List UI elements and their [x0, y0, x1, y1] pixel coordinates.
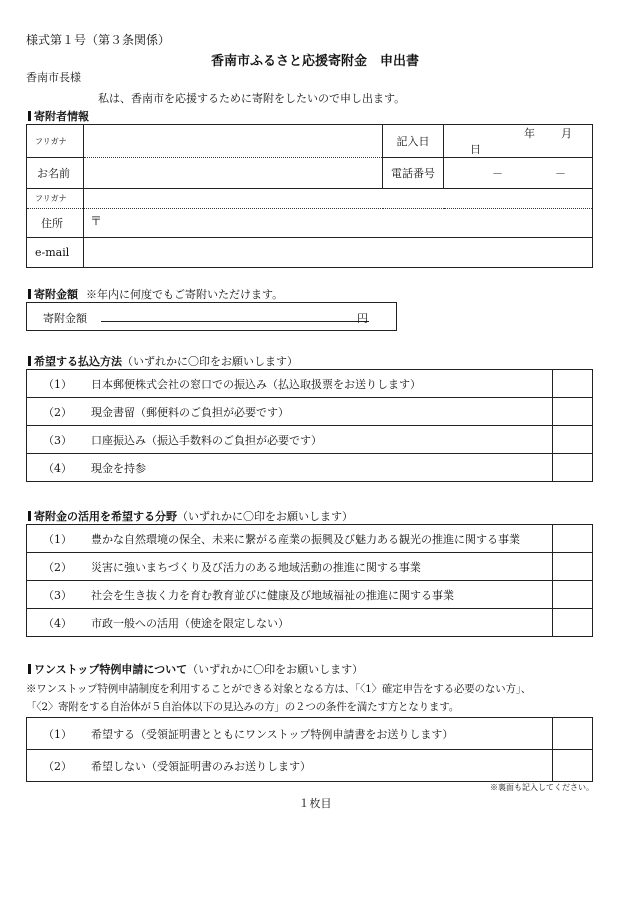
payment-heading: [28, 353, 298, 369]
selection-cell[interactable]: [553, 609, 593, 637]
section-marker: [28, 356, 31, 366]
option-text: 希望しない（受領証明書のみお送りします）: [91, 759, 311, 773]
option-text: 市政一般への活用（使途を限定しない）: [91, 616, 289, 630]
selection-cell[interactable]: [553, 581, 593, 609]
option-text: 豊かな自然環境の保全、未来に繋がる産業の振興及び魅力ある観光の推進に関する事業: [91, 532, 520, 546]
usage-heading-label: 寄附金の活用を希望する分野: [34, 510, 177, 523]
onestop-description-2: 「〈2〉寄附をする自治体が５自治体以下の見込みの方」の２つの条件を満たす方となります。: [26, 701, 459, 713]
phone-field[interactable]: [444, 158, 593, 189]
usage-options-table: [26, 524, 593, 637]
back-side-note: ※裏面も記入してください。: [490, 783, 594, 792]
option-number: （2）: [43, 560, 72, 574]
amount-note: ※年内に何度でもご寄附いただけます。: [86, 288, 284, 301]
option-text: 現金を持参: [91, 461, 146, 475]
phone-label: 電話番号: [383, 158, 444, 189]
onestop-note: （いずれかに〇印をお願いします）: [187, 663, 364, 676]
option-number: （4）: [43, 616, 72, 630]
selection-cell[interactable]: [553, 525, 593, 553]
furigana-address-field[interactable]: [84, 189, 593, 209]
name-label: お名前: [27, 158, 84, 189]
option-text: 現金書留（郵便料のご負担が必要です）: [91, 405, 289, 419]
furigana-name-field[interactable]: [84, 125, 383, 158]
option-text: 口座振込み（振込手数料のご負担が必要です）: [91, 433, 322, 447]
selection-cell[interactable]: [553, 718, 593, 750]
usage-option: [27, 553, 553, 581]
usage-option: [27, 609, 553, 637]
onestop-heading: [28, 661, 363, 677]
usage-option: [27, 581, 553, 609]
option-number: （3）: [43, 433, 72, 447]
amount-input-line[interactable]: [101, 321, 369, 322]
section-marker: [28, 664, 31, 674]
payment-option: [27, 398, 553, 426]
option-number: （1）: [43, 727, 72, 741]
year-label: 年: [524, 127, 535, 140]
furigana-label: フリガナ: [27, 189, 84, 209]
donor-info-table: [26, 124, 593, 268]
selection-cell[interactable]: [553, 553, 593, 581]
amount-heading: [28, 286, 283, 302]
option-number: （2）: [43, 405, 72, 419]
section-marker: [28, 289, 31, 299]
onestop-option: [27, 718, 553, 750]
form-number: 様式第１号（第３条関係）: [26, 33, 171, 47]
payment-options-table: [26, 369, 593, 482]
section-marker: [28, 511, 31, 521]
option-text: 日本郵便株式会社の窓口での振込み（払込取扱票をお送りします）: [91, 377, 421, 391]
selection-cell[interactable]: [553, 750, 593, 782]
email-field[interactable]: [84, 238, 593, 268]
payment-note: （いずれかに〇印をお願いします）: [122, 355, 298, 368]
option-text: 社会を生き抜く力を育む教育並びに健康及び地域福祉の推進に関する事業: [91, 588, 454, 602]
selection-cell[interactable]: [553, 426, 593, 454]
onestop-option: [27, 750, 553, 782]
option-text: 希望する（受領証明書とともにワンストップ特例申請書をお送りします）: [91, 727, 454, 741]
addressee: 香南市長様: [26, 71, 81, 84]
onestop-description-1: ※ワンストップ特例申請制度を利用することができる対象となる方は、「〈1〉確定申告をする必要のない方」、: [26, 683, 532, 695]
phone-separator: －: [492, 167, 503, 180]
amount-unit: 円: [357, 312, 368, 325]
month-label: 月: [561, 127, 572, 140]
email-label: e-mail: [27, 238, 84, 268]
option-number: （1）: [43, 532, 72, 546]
onestop-heading-label: ワンストップ特例申請について: [34, 663, 188, 676]
name-field[interactable]: [84, 158, 383, 189]
option-number: （2）: [43, 759, 72, 773]
payment-heading-label: 希望する払込方法: [34, 355, 122, 368]
phone-separator: －: [555, 167, 566, 180]
section-marker: [28, 111, 31, 121]
amount-heading-label: 寄附金額: [34, 288, 78, 301]
page-title: 香南市ふるさと応援寄附金 申出書: [210, 54, 419, 69]
option-text: 災害に強いまちづくり及び活力のある地域活動の推進に関する事業: [91, 560, 421, 574]
day-label: 日: [470, 143, 481, 156]
entry-date-label: 記入日: [383, 125, 444, 158]
page-label: １枚目: [298, 797, 332, 810]
intro-text: 私は、香南市を応援するために寄附をしたいので申し出ます。: [98, 92, 406, 105]
option-number: （3）: [43, 588, 72, 602]
address-label: 住所: [27, 209, 84, 238]
payment-option: [27, 454, 553, 482]
payment-option: [27, 370, 553, 398]
selection-cell[interactable]: [553, 454, 593, 482]
usage-option: [27, 525, 553, 553]
usage-note: （いずれかに〇印をお願いします）: [177, 510, 353, 523]
usage-heading: [28, 508, 353, 524]
onestop-options-table: [26, 717, 593, 782]
address-field[interactable]: [84, 209, 593, 238]
option-number: （4）: [43, 461, 72, 475]
donor-heading: [28, 108, 89, 124]
entry-date-field[interactable]: [444, 125, 593, 158]
furigana-label: フリガナ: [27, 125, 84, 158]
donor-heading-label: 寄附者情報: [34, 110, 89, 123]
selection-cell[interactable]: [553, 370, 593, 398]
option-number: （1）: [43, 377, 72, 391]
selection-cell[interactable]: [553, 398, 593, 426]
amount-box: [26, 302, 397, 331]
payment-option: [27, 426, 553, 454]
postal-mark: 〒: [90, 214, 103, 228]
amount-label: 寄附金額: [43, 312, 87, 325]
